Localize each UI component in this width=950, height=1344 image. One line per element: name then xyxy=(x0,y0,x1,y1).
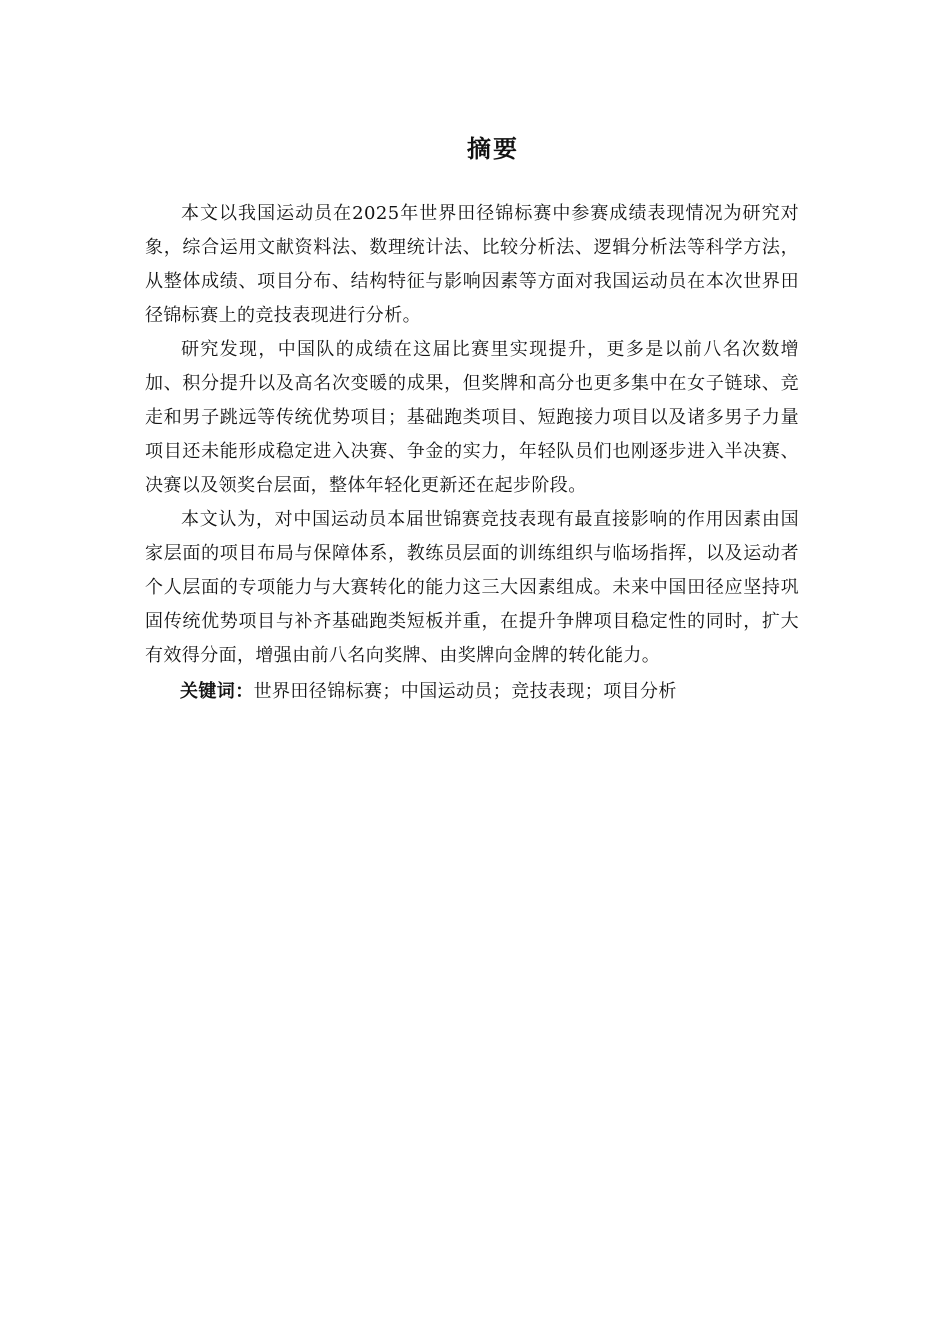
abstract-paragraph-3: 本文认为，对中国运动员本届世锦赛竞技表现有最直接影响的作用因素由国家层面的项目布局与保障体系，教练员层面的训练组织与临场指挥，以及运动者个人层面的专项能力与大赛转化的能力这三大因素组成。未来中国田径应坚持巩固传统优势项目与补齐基础跑类短板并重，在提升争牌项目稳定性的同时，扩大有效得分面，增强由前八名向奖牌、由奖牌向金牌的转化能力。 xyxy=(145,509,799,666)
abstract-paragraph-1: 本文以我国运动员在2025年世界田径锦标赛中参赛成绩表现情况为研究对象，综合运用文献资料法、数理统计法、比较分析法、逻辑分析法等科学方法，从整体成绩、项目分布、结构特征与影响因素等方面对我国运动员在本次世界田径锦标赛上的竞技表现进行分析。 xyxy=(145,203,799,326)
abstract-body xyxy=(145,197,799,673)
keywords-line xyxy=(180,675,800,709)
keywords-label: 关键词： xyxy=(180,681,254,702)
abstract-paragraph-2: 研究发现，中国队的成绩在这届比赛里实现提升，更多是以前八名次数增加、积分提升以及高名次变暖的成果，但奖牌和高分也更多集中在女子链球、竞走和男子跳远等传统优势项目；基础跑类项目、短跑接力项目以及诸多男子力量项目还未能形成稳定进入决赛、争金的实力，年轻队员们也刚逐步进入半决赛、决赛以及领奖台层面，整体年轻化更新还在起步阶段。 xyxy=(145,339,799,496)
abstract-title: 摘要 xyxy=(467,135,519,163)
keywords-text: 世界田径锦标赛；中国运动员；竞技表现；项目分析 xyxy=(253,681,677,702)
